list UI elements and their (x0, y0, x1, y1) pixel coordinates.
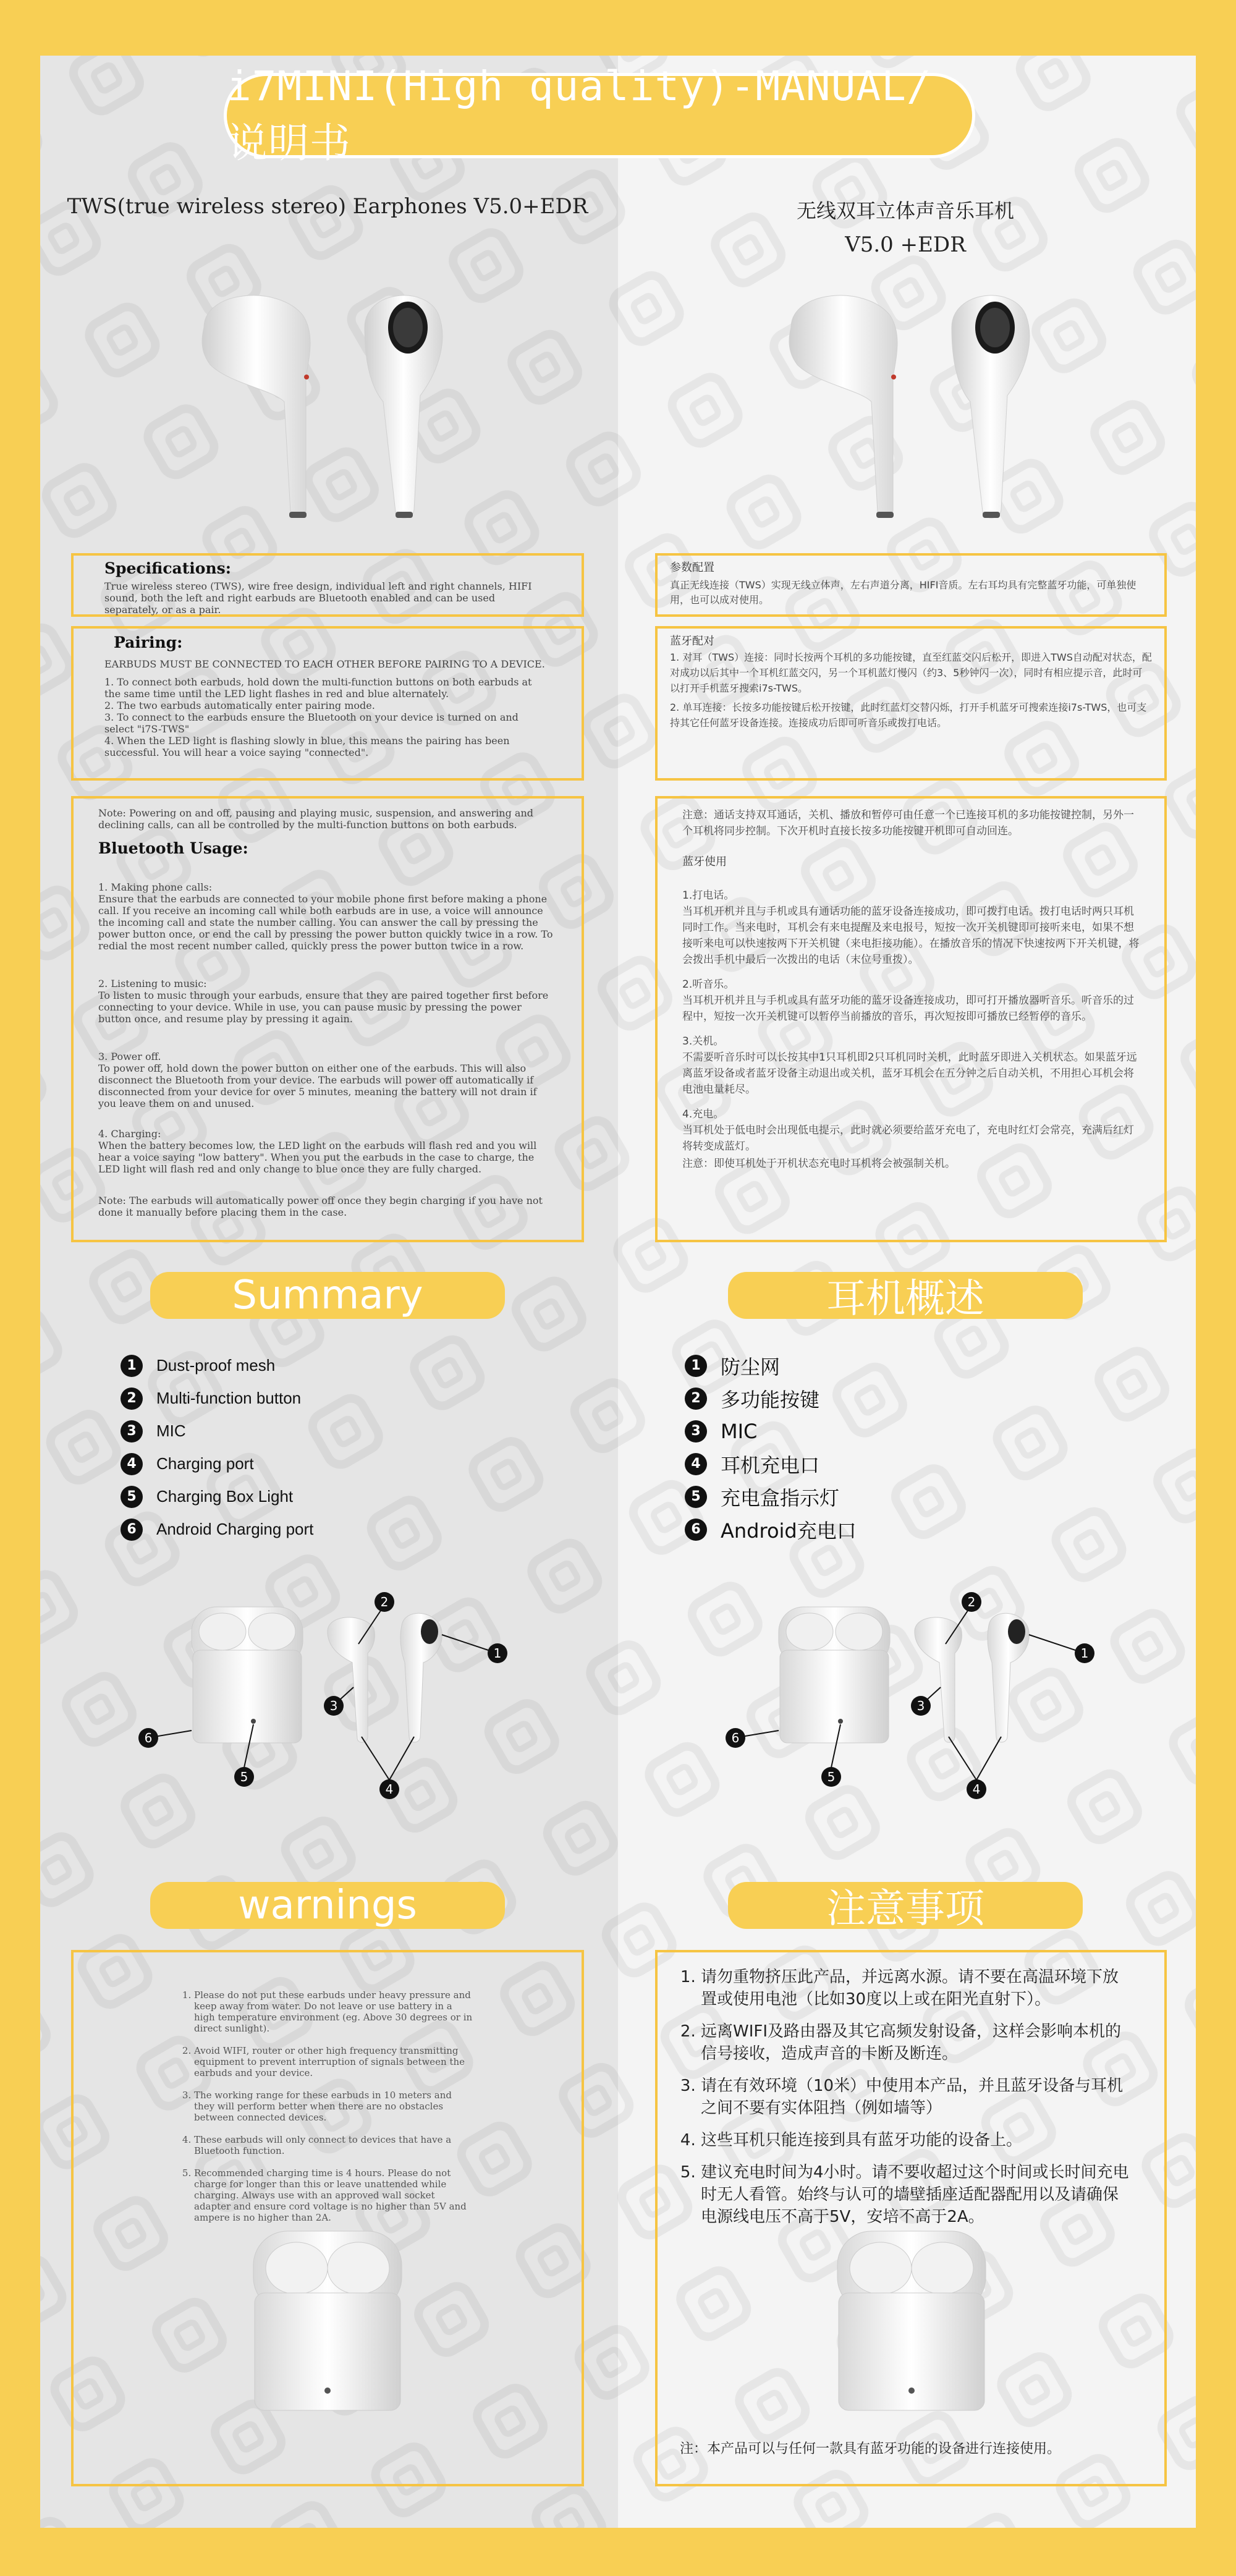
callout-6 (138, 1728, 158, 1748)
usage-item-title-cn: 3.关机。 (682, 1035, 724, 1048)
callout-2 (375, 1592, 394, 1612)
warning-item: 1. Please do not put these earbuds under heavy pressure and keep away from water. Do not leave or use battery in a high temperature environment (eg. Above 30 degrees or in direct sunlight). (194, 1989, 473, 2034)
usage-heading: Bluetooth Usage: (98, 839, 248, 857)
legend-item (121, 1349, 313, 1382)
usage-item-text: When the battery becomes low, the LED light on the earbuds will flash red and you will hear a voice saying "low battery". When you put the earbuds in the case to charge, the LED light will flash red and only change to blue once they are fully charged. (98, 1140, 537, 1175)
warning-item: 5. Recommended charging time is 4 hours. Please do not charge for longer than this or leave unattended while charging. Always use with an approved wall socket adapter and ensure cord voltage is no higher than 5V and ampere is no higher than 2A. (194, 2167, 473, 2223)
summary-legend-cn (685, 1349, 857, 1546)
specs-heading: Specifications: (104, 559, 231, 577)
summary-title: Summary (150, 1272, 505, 1319)
warning-item: 3. The working range for these earbuds in 10 meters and they will perform better when there are no obstacles between connected devices. (194, 2090, 473, 2123)
callout-6 (726, 1728, 745, 1748)
usage-item-text: To listen to music through your earbuds, ensure that they are paired together first before connecting to your device. While in use, you can pause music by pressing the power button once, and resume play by pressing it again. (98, 989, 549, 1025)
callout-number: 2 (121, 1388, 143, 1410)
pairing-line: 4. When the LED light is flashing slowly in blue, this means the pairing has been successful. You will hear a voice saying "connected". (104, 735, 510, 758)
legend-label: Dust-proof mesh (156, 1356, 276, 1375)
pairing-line-cn: 1. 对耳（TWS）连接：同时长按两个耳机的多功能按键，直至红蓝交闪后松开，即进入TWS自动配对状态，配对成功以后其中一个耳机红蓝交闪，另一个耳机蓝灯慢闪（约3、5秒钟闪一次），同时有相应提示音，此时可以打开手机蓝牙搜索i7s-TWS。 (670, 651, 1152, 694)
warnings-title-cn: 注意事项 (728, 1882, 1083, 1929)
callout-5 (821, 1767, 841, 1787)
usage-footer: Note: The earbuds will automatically power off once they begin charging if you have not done it manually before placing them in the case. (98, 1195, 543, 1218)
usage-note: Note: Powering on and off, pausing and playing music, suspension, and answering and declining calls, can all be controlled by the multi-function buttons on both earbuds. (98, 807, 534, 831)
callout-5 (234, 1767, 254, 1787)
callout-4 (967, 1779, 986, 1799)
english-subtitle: TWS(true wireless stereo) Earphones V5.0+EDR (67, 194, 588, 219)
usage-note-cn: 注意：通话支持双耳通话，关机、播放和暂停可由任意一个已连接耳机的多功能按键控制，另外一个耳机将同步控制。下次开机时直接长按多功能按键开机即可自动回连。 (682, 809, 1134, 837)
usage-footer-cn: 注意：即使耳机处于开机状态充电时耳机将会被强制关机。 (682, 1158, 955, 1170)
usage-item-title: 1. Making phone calls: (98, 881, 213, 893)
specs-heading-cn: 参数配置 (670, 561, 714, 574)
warnings-title: warnings (150, 1882, 505, 1929)
callout-1 (1075, 1643, 1094, 1663)
usage-item-text-cn: 不需要听音乐时可以长按其中1只耳机即2只耳机同时关机，此时蓝牙即进入关机状态。如果蓝牙远离蓝牙设备或者蓝牙设备主动退出或关机，蓝牙耳机会在五分钟之后自动关机，不用担心耳机会将电池电量耗尽。 (682, 1051, 1137, 1096)
usage-item-title-cn: 4.充电。 (682, 1108, 724, 1121)
pairing-line: 3. To connect to the earbuds ensure the Bluetooth on your device is turned on and select "i7S-TWS" (104, 711, 519, 735)
specs-text: True wireless stereo (TWS), wire free design, individual left and right channels, HIFI sound, both the left and right earbuds are Bluetooth enabled and can be used separately, or as a pair. (104, 580, 532, 616)
callout-number: 2 (685, 1388, 707, 1410)
callout-text: 2 (967, 1595, 976, 1609)
callout-number: 4 (685, 1453, 707, 1475)
usage-box-cn (655, 796, 1167, 1242)
usage-item-text-cn: 当耳机开机并且与手机或具有通话功能的蓝牙设备连接成功，即可拨打电话。拨打电话时两只耳机同时工作。当来电时，耳机会有来电提醒及来电报号，短按一次开关机键即可接听来电，如果不想接听来电可以快速按两下开关机键（来电拒接功能）。在播放音乐的情况下快速按两下开关机键，将会拨出手机中最后一次拨出的电话（末位号重拨）。 (682, 905, 1140, 966)
legend-item (121, 1513, 313, 1546)
usage-item-title-cn: 1.打电话。 (682, 889, 735, 902)
callout-text: 2 (380, 1595, 389, 1609)
callout-3 (911, 1696, 931, 1716)
callout-text: 5 (827, 1769, 836, 1784)
pairing-line: 1. To connect both earbuds, hold down the multi-function buttons on both earbuds at the same time until the LED light flashes in red and blue alternately. (104, 676, 532, 700)
usage-item-text: To power off, hold down the power button on either one of the earbuds. This will also disconnect the Bluetooth from your device. The earbuds will power off automatically if disconnected from your device for over 5 minutes, meaning the battery will not drain if you leave them on and unused. (98, 1062, 537, 1109)
charging-case-image-cn (825, 2225, 998, 2417)
warning-item-cn: 3. 请在有效环境（10米）中使用本产品，并且蓝牙设备与耳机之间不要有实体阻挡（例如墙等） (701, 2075, 1133, 2119)
callout-number: 1 (685, 1355, 707, 1377)
product-diagram-cn (717, 1582, 1119, 1829)
warning-item-cn: 5. 建议充电时间为4小时。请不要收超过这个时间或长时间充电时无人看管。始终与认可的墙壁插座适配器配用以及请确保电源线电压不高于5V，安培不高于2A。 (701, 2161, 1133, 2228)
usage-item-title-cn: 2.听音乐。 (682, 978, 735, 991)
chinese-subtitle-line1: 无线双耳立体声音乐耳机 (796, 199, 1014, 222)
legend-item-cn (685, 1480, 857, 1513)
callout-text: 5 (240, 1769, 248, 1784)
callout-text: 6 (144, 1731, 153, 1745)
earbuds-image-cn (779, 278, 1063, 525)
usage-heading-cn: 蓝牙使用 (682, 855, 727, 868)
callout-2 (962, 1592, 981, 1612)
pairing-line: EARBUDS MUST BE CONNECTED TO EACH OTHER BEFORE PAIRING TO A DEVICE. (104, 658, 545, 670)
legend-label: MIC (156, 1421, 186, 1440)
legend-label: Charging port (156, 1454, 254, 1473)
summary-title-cn: 耳机概述 (728, 1272, 1083, 1319)
legend-label: Charging Box Light (156, 1487, 294, 1506)
pairing-heading-cn: 蓝牙配对 (670, 635, 714, 648)
warning-item: 2. Avoid WIFI, router or other high frequency transmitting equipment to prevent interruption of signals between the earbuds and your device. (194, 2045, 473, 2078)
legend-item (121, 1447, 313, 1480)
earbuds-image-en (192, 278, 476, 525)
manual-title: i7MINI(High quality)-MANUAL/说明书 (224, 73, 975, 158)
legend-item-cn (685, 1447, 857, 1480)
callout-number: 3 (121, 1420, 143, 1443)
specs-text-cn: 真正无线连接（TWS）实现无线立体声，左右声道分离，HIFI音质。左右耳均具有完整蓝牙功能，可单独使用，也可以成对使用。 (670, 579, 1137, 606)
final-note-cn: 注：本产品可以与任何一款具有蓝牙功能的设备进行连接使用。 (680, 2441, 1061, 2457)
usage-item-text-cn: 当耳机开机并且与手机或具有蓝牙功能的蓝牙设备连接成功，即可打开播放器听音乐。听音乐的过程中，短按一次开关机键可以暂停当前播放的音乐，再次短按即可播放已经暂停的音乐。 (682, 994, 1134, 1023)
pairing-heading: Pairing: (114, 633, 183, 651)
callout-text: 6 (731, 1731, 740, 1745)
usage-item-text-cn: 当耳机处于低电时会出现低电提示，此时就必须要给蓝牙充电了，充电时红灯会常亮，充满后红灯将转变成蓝灯。 (682, 1124, 1134, 1153)
product-diagram-en (130, 1582, 531, 1829)
pairing-box-cn (655, 626, 1167, 781)
callout-text: 3 (916, 1698, 925, 1713)
legend-item (121, 1480, 313, 1513)
usage-item-title: 2. Listening to music: (98, 978, 207, 989)
usage-item-title: 4. Charging: (98, 1128, 161, 1140)
warning-item-cn: 4. 这些耳机只能连接到具有蓝牙功能的设备上。 (701, 2129, 1133, 2151)
pairing-line-cn: 2. 单耳连接：长按多功能按键后松开按键，此时红蓝灯交替闪烁，打开手机蓝牙可搜索连接i7s-TWS，也可支持其它任何蓝牙设备连接。连接成功后即可听音乐或拨打电话。 (670, 701, 1147, 729)
usage-item-title: 3. Power off. (98, 1051, 161, 1062)
pairing-box-en (71, 626, 584, 781)
legend-item-cn (685, 1415, 857, 1447)
callout-text: 4 (385, 1782, 394, 1797)
warning-item-cn: 2. 远离WIFI及路由器及其它高频发射设备，这样会影响本机的信号接收，造成声音的卡断及断连。 (701, 2020, 1133, 2065)
callout-text: 1 (1080, 1646, 1089, 1661)
warning-item-cn: 1. 请勿重物挤压此产品，并远离水源。请不要在高温环境下放置或使用电池（比如30度以上或在阳光直射下）。 (701, 1966, 1133, 2010)
callout-number: 4 (121, 1453, 143, 1475)
legend-label-cn: 充电盒指示灯 (721, 1486, 840, 1510)
legend-label: Android Charging port (156, 1520, 314, 1538)
summary-legend-en (121, 1349, 313, 1546)
legend-label-cn: 多功能按键 (721, 1388, 820, 1412)
callout-number: 5 (685, 1486, 707, 1508)
legend-label-cn: MIC (721, 1419, 758, 1443)
pairing-line: 2. The two earbuds automatically enter pairing mode. (104, 700, 375, 711)
callout-3 (324, 1696, 344, 1716)
callout-number: 3 (685, 1420, 707, 1443)
legend-item-cn (685, 1513, 857, 1546)
chinese-subtitle-line2: V5.0 +EDR (845, 232, 966, 257)
callout-number: 5 (121, 1486, 143, 1508)
callout-text: 3 (329, 1698, 338, 1713)
callout-number: 1 (121, 1355, 143, 1377)
specs-box-en (71, 553, 584, 617)
usage-item-text: Ensure that the earbuds are connected to your mobile phone first before making a phone call. If you receive an incoming call while both earbuds are in use, a voice will announce the incoming call and state the number calling. You can answer the call by pressing the power button once, or end the call by pressing the power button quickly twice in a row. To redial the most recent number called, quickly press the power button twice in a row. (98, 893, 553, 952)
legend-label: Multi-function button (156, 1389, 302, 1407)
charging-case-image-en (241, 2225, 414, 2417)
callout-number: 6 (685, 1519, 707, 1541)
callout-4 (379, 1779, 399, 1799)
callout-text: 1 (493, 1646, 502, 1661)
callout-number: 6 (121, 1519, 143, 1541)
callout-text: 4 (972, 1782, 981, 1797)
callout-1 (488, 1643, 507, 1663)
usage-box-en (71, 796, 584, 1242)
legend-item (121, 1382, 313, 1415)
warning-item: 4. These earbuds will only connect to devices that have a Bluetooth function. (194, 2134, 473, 2156)
specs-box-cn (655, 553, 1167, 617)
legend-item-cn (685, 1382, 857, 1415)
legend-item (121, 1415, 313, 1447)
legend-label-cn: 防尘网 (721, 1355, 781, 1379)
legend-label-cn: Android充电口 (721, 1519, 857, 1543)
legend-item-cn (685, 1349, 857, 1382)
legend-label-cn: 耳机充电口 (721, 1453, 820, 1477)
